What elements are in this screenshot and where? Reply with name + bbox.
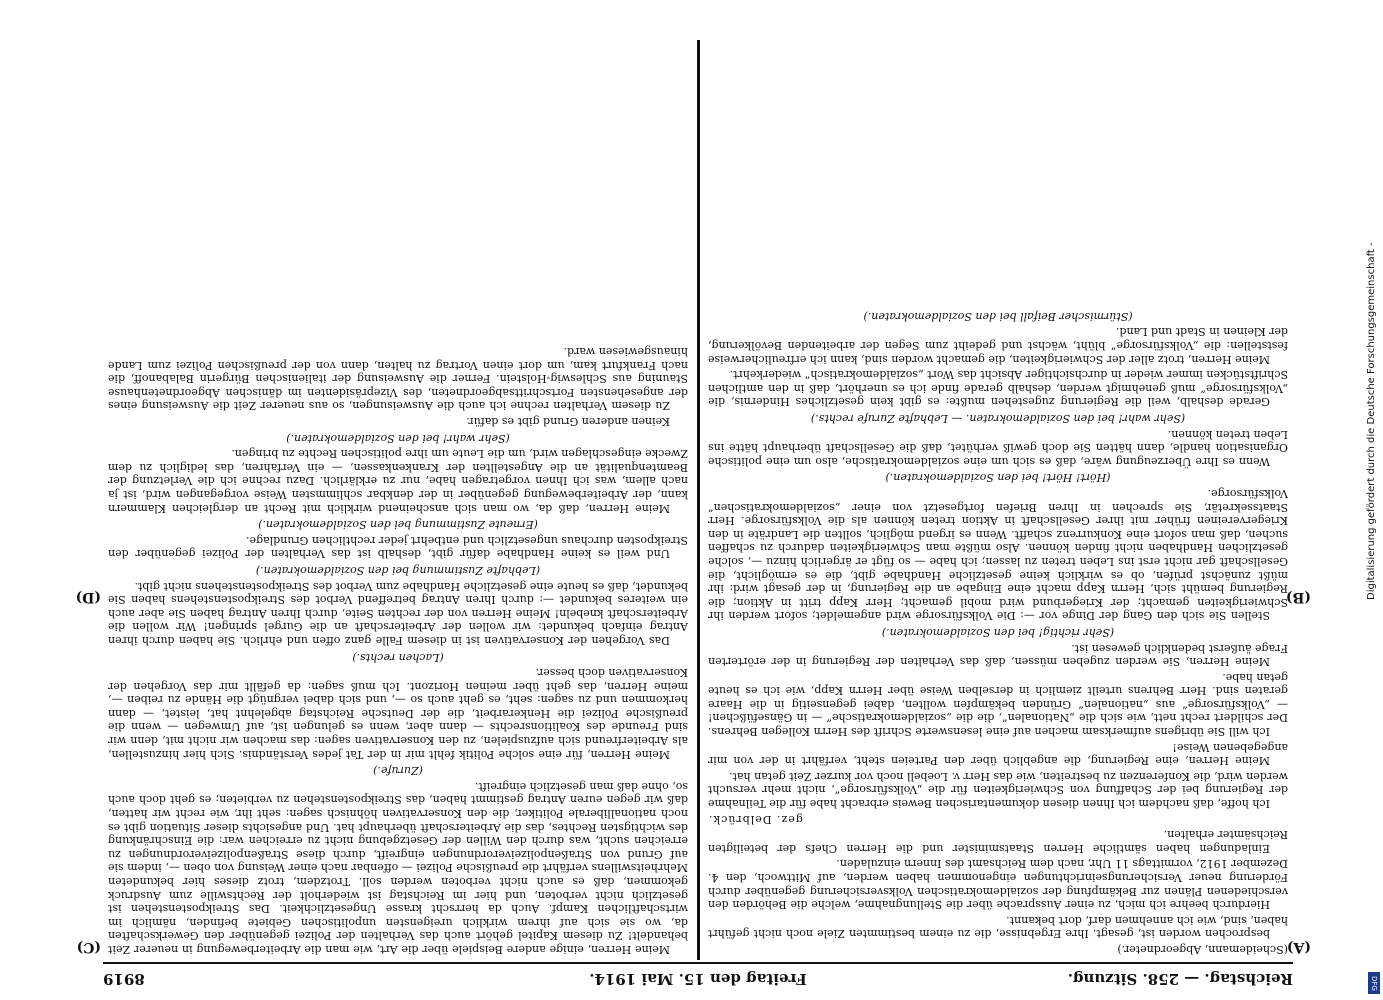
paragraph: Wenn es Ihre Überzeugung wäre, daß es sich um eine sozialdemokratische, also um eine politische Organisation handle, dann hätten Sie doch gewiß verhütet, daß die Gesellschaft überhaupt hätte ins Leben treten können. (708, 427, 1288, 468)
page-header (103, 962, 1293, 990)
interjection: (Hört! Hört! bei den Sozialdemokraten.) (885, 471, 1111, 485)
page-number: 8919 (103, 970, 145, 988)
column-divider (697, 40, 700, 960)
paragraph: Meine Herren, eine Regierung, die angeblich über den Parteien steht, verfährt in der von mir angegebenen Weise! (708, 740, 1288, 768)
interjection: (Sehr wahr! bei den Sozialdemokraten. — Lebhafte Zurufe rechts.) (810, 412, 1186, 426)
left-column (708, 46, 1288, 956)
paragraph: besprochen worden ist, gesagt. Ihre Ergebnisse, die zu einem bestimmten Ziele noch nicht geführt haben, sind, wie ich annehmen darf, dort bekannt. (708, 913, 1288, 941)
interjection: (Lebhafte Zustimmung bei den Sozialdemokraten.) (255, 563, 541, 577)
credit-text: Digitalisierung gefördert durch die Deutsche Forschungsgemeinschaft - (1366, 242, 1377, 600)
right-column (108, 46, 688, 956)
interjection: (Lachen rechts.) (352, 650, 444, 664)
margin-marker-c: (C) (76, 939, 101, 955)
paragraph: Meine Herren, für eine solche Politik fehlt mir in der Tat jedes Verständnis. Sich hier hinzustellen, als Arbeiterfreund sich aufzuspielen, zu den Konservativen sagen: das machen wir nicht mit, denn wir sind Freunde des Koalitionsrechts — dann aber, wenn es gelungen ist, auf Umwegen — wenn die preußische Polizei die Henkerarbeit, die der Deutsche Reichstag abgelehnt hat, leistet, — dann herkommen und zu sagen: seht, es geht auch so —, und sich dabei vergnügt die Hände zu reiben —, meine Herren, das geht über meinen Horizont. Ich muß sagen: da gefällt mir das Vorgehen der Konservativen doch besser. (108, 666, 688, 761)
paragraph: Ich hoffe, daß nachdem ich Ihnen diesen dokumentarischen Beweis erbracht habe für die Teilnahme der Regierung bei der Schaffung von Schwierigkeiten für die „Volksfürsorge“, nicht mehr versucht werden wird, die Konferenzen zu bestreiten, wie das Herr v. Loebell noch vor kurzer Zeit getan hat. (708, 769, 1288, 811)
paragraph: Meine Herren, daß da, wo man sich anscheinend wirklich mit Recht an dergleichen Klammern kann, der Arbeiterbewegung gegenüber in der denkbar schlimmsten Weise vorgegangen wird, ist ja nach allem, was ich Ihnen vorgetragen habe, nur zu erklärlich. Dazu rechne ich die Verletzung der Beamtenqualität an die Angestellten der Krankenkassen, — ein Verfahren, das lediglich zu dem Zwecke eingeschlagen wird, um die Leute um ihre politischen Rechte zu bringen. (108, 447, 688, 515)
paragraph: Und weil es keine Handhabe dafür gibt, deshalb ist das Verhalten der Polizei gegenüber den Streikposten durchaus ungesetzlich und entbehrt jeder rechtlichen Grundlage. (108, 533, 688, 561)
paragraph: Keinen anderen Grund gibt es dafür. (466, 415, 670, 429)
paragraph: Das Vorgehen der Konservativen ist in diesem Falle ganz offen und ehrlich. Sie haben durch ihren Antrag einfach bekundet: wir wollen der Arbeiterschaft an die Gurgel springen! Wir wollen die Arbeiterschaft knebeln! Meine Herren von der rechten Seite, durch Ihren Antrag haben Sie aber auch ein weiteres bekundet —: durch Ihren Antrag betreffend Verbot des Streikpostenstehens haben Sie bekundet, daß es heute eine gesetzliche Handhabe zum Verbot des Streikpostenstehens nicht gibt. (108, 579, 688, 647)
interjection: (Stürmischer Beifall bei den Sozialdemokraten.) (863, 309, 1133, 323)
paragraph: Hierdurch beehre ich mich, zu einer Aussprache über die Stellungnahme, welche die Behörden den verschiedenen Plänen zur Bekämpfung der sozialdemokratischen Volksversicherung gegenüber durch Förderung neuer Versicherungseinrichtungen eingenommen haben werden, auf Mittwoch, den 4. Dezember 1912, vormittags 11 Uhr, nach dem Reichsamt des Innern einzuladen. (708, 857, 1288, 912)
digitization-credit (1366, 0, 1380, 1000)
paragraph: Meine Herren, Sie werden zugeben müssen, daß das Verhalten der Regierung in der erörterten Frage äußerst bedenklich gewesen ist. (708, 641, 1288, 669)
interjection: (Sehr richtig! bei den Sozialdemokraten.) (881, 625, 1115, 639)
margin-marker-b: (B) (1285, 589, 1311, 605)
signature: gez. Delbrück. (708, 812, 803, 826)
interjection: (Sehr wahr! bei den Sozialdemokraten.) (286, 431, 510, 445)
dfg-logo: DFG (1368, 972, 1380, 994)
paragraph: Zu diesem Verhalten rechne ich auch die Ausweisungen, so aus neuerer Zeit die Ausweisung eines der angesehensten Fortschrittsabgeordneten, des Vizepräsidenten im dänischen Abgeordnetenhause Stauning aus Schleswig-Holstein. Ferner die Ausweisung der italienischen Bürgerin Balabanoff, die nach Frankfurt kam, um dort einen Vortrag zu halten, dann von der preußischen Polizei zum Lande hinausgewiesen ward. (108, 345, 688, 413)
header-left: Reichstag. — 258. Sitzung. (1067, 970, 1293, 988)
margin-marker-d: (D) (75, 589, 101, 605)
paragraph: Meine Herren, trotz aller der Schwierigkeiten, die gemacht worden sind, kann ich erfreulicherweise feststellen: die „Volksfürsorge“ blüht, wächst und gedeiht zum Segen der arbeitenden Bevölkerung, der Kleinen in Stadt und Land. (708, 325, 1288, 366)
interjection: (Erneute Zustimmung bei den Sozialdemokraten.) (258, 518, 538, 532)
paragraph: Stellen Sie sich den Gang der Dinge vor —: Die Volksfürsorge wird angemeldet; sofort werden ihr Schwierigkeiten gemacht; der Kriegerbund wird mobil gemacht; Herr Kapp tritt in Aktion; die Regierung bemüht sich, Herrn Kapp macht eine Eingabe an die Regierung, in der gesagt wird: ihr müßt zunächst prüfen, ob es wirklich keine gesetzliche Handhabe gibt, die es ermöglicht, die Gesellschaft gar nicht erst ins Leben treten zu lassen; ich habe — so fügt er ärgerlich hinzu —, solche gesetzlichen Handhaben nicht finden können. Also müßte man Schwierigkeiten dadurch zu schaffen suchen, daß man sofort eine Konkurrenz schafft. Wenn es irgend möglich, sollten die Landräte in den Kriegervereinen früher mit ihrer Gesellschaft in Aktion treten können als die Volksfürsorge. Herr Staatssekretär, Sie sprechen in Ihren Briefen fortgesetzt von einer „sozialdemokratischen“ Volksfürsorge. (708, 487, 1288, 623)
header-date: Freitag den 15. Mai 1914. (589, 970, 807, 988)
interjection: (Zurufe.) (373, 764, 423, 778)
paragraph: Einladungen haben sämtliche Herren Staatsminister und die Herren Chefs der beteiligten Reichsämter erhalten. (708, 828, 1288, 855)
paragraph: Meine Herren, einige andere Beispiele über die Art, wie man die Arbeiterbewegung in neuerer Zeit behandelt! Zu diesem Kapitel gehört auch das Verhalten der Polizei gegenüber den Gewerkschaften da, wo sie sich auf ihrem wirklich ureigensten unpolitischen Gebiete befinden, nämlich im wirtschaftlichen Kampf. Auch da herrscht krasse Ungesetzlichkeit. Das Streikpostenstehen ist gesetzlich nicht verboten, und hier im Reichstag ist wiederholt der Rechtswille zum Ausdruck gekommen, daß es auch nicht verboten werden soll. Trotzdem, trotz dieses hier bekundeten Mehrheitswillens verfährt die preußische Polizei — offenbar nach einer Weisung von oben —, indem sie auf Grund von Straßenpolizeiverordnungen eingreift, durch diese Straßenpolizeiverordnungen zu erreichen sucht, was durch den Willen der Gesetzgebung nicht zu erreichen war: die Einschränkung des wichtigsten Rechtes, das die Arbeiterschaft überhaupt hat. Und angesichts dieser Situation gibt es noch nationalliberale Politiker, die den Konservativen höhnisch sagen: seht ihr, wie recht wir hatten, daß wir gegen euren Antrag gestimmt haben, das Streikpostenstehen zu verbieten; es geht doch auch so, ohne daß man gesetzlich eingreift. (108, 779, 688, 956)
speaker-line: (Scheidemann, Abgeordneter.) (1117, 943, 1288, 956)
margin-marker-a: (A) (1286, 939, 1311, 955)
paragraph: Gerade deshalb, weil die Regierung zugestehen mußte: es gibt kein gesetzliches Hindernis, die „Volksfürsorge“ muß genehmigt werden, deshalb gerade finde ich es unerhört, daß in den amtlichen Schriftstücken immer wieder in durchsichtiger Absicht das Wort „sozialdemokratisch“ wiederkehrt. (708, 368, 1288, 409)
paragraph: Ich will Sie übrigens aufmerksam machen auf eine lesenswerte Schrift des Herrn Kollegen Behrens. Der schildert recht nett, wie sich die „Nationalen“, die die „sozialdemokratische“ — in Gänsefüßchen! — „Volksfürsorge“ aus „nationalen“ Gründen bekämpfen wollten, dabei gegenseitig in die Haare geraten sind. Herr Behrens urteilt ziemlich in derselben Weise über Herrn Kapp, wie ich es heute getan habe. (708, 670, 1288, 739)
